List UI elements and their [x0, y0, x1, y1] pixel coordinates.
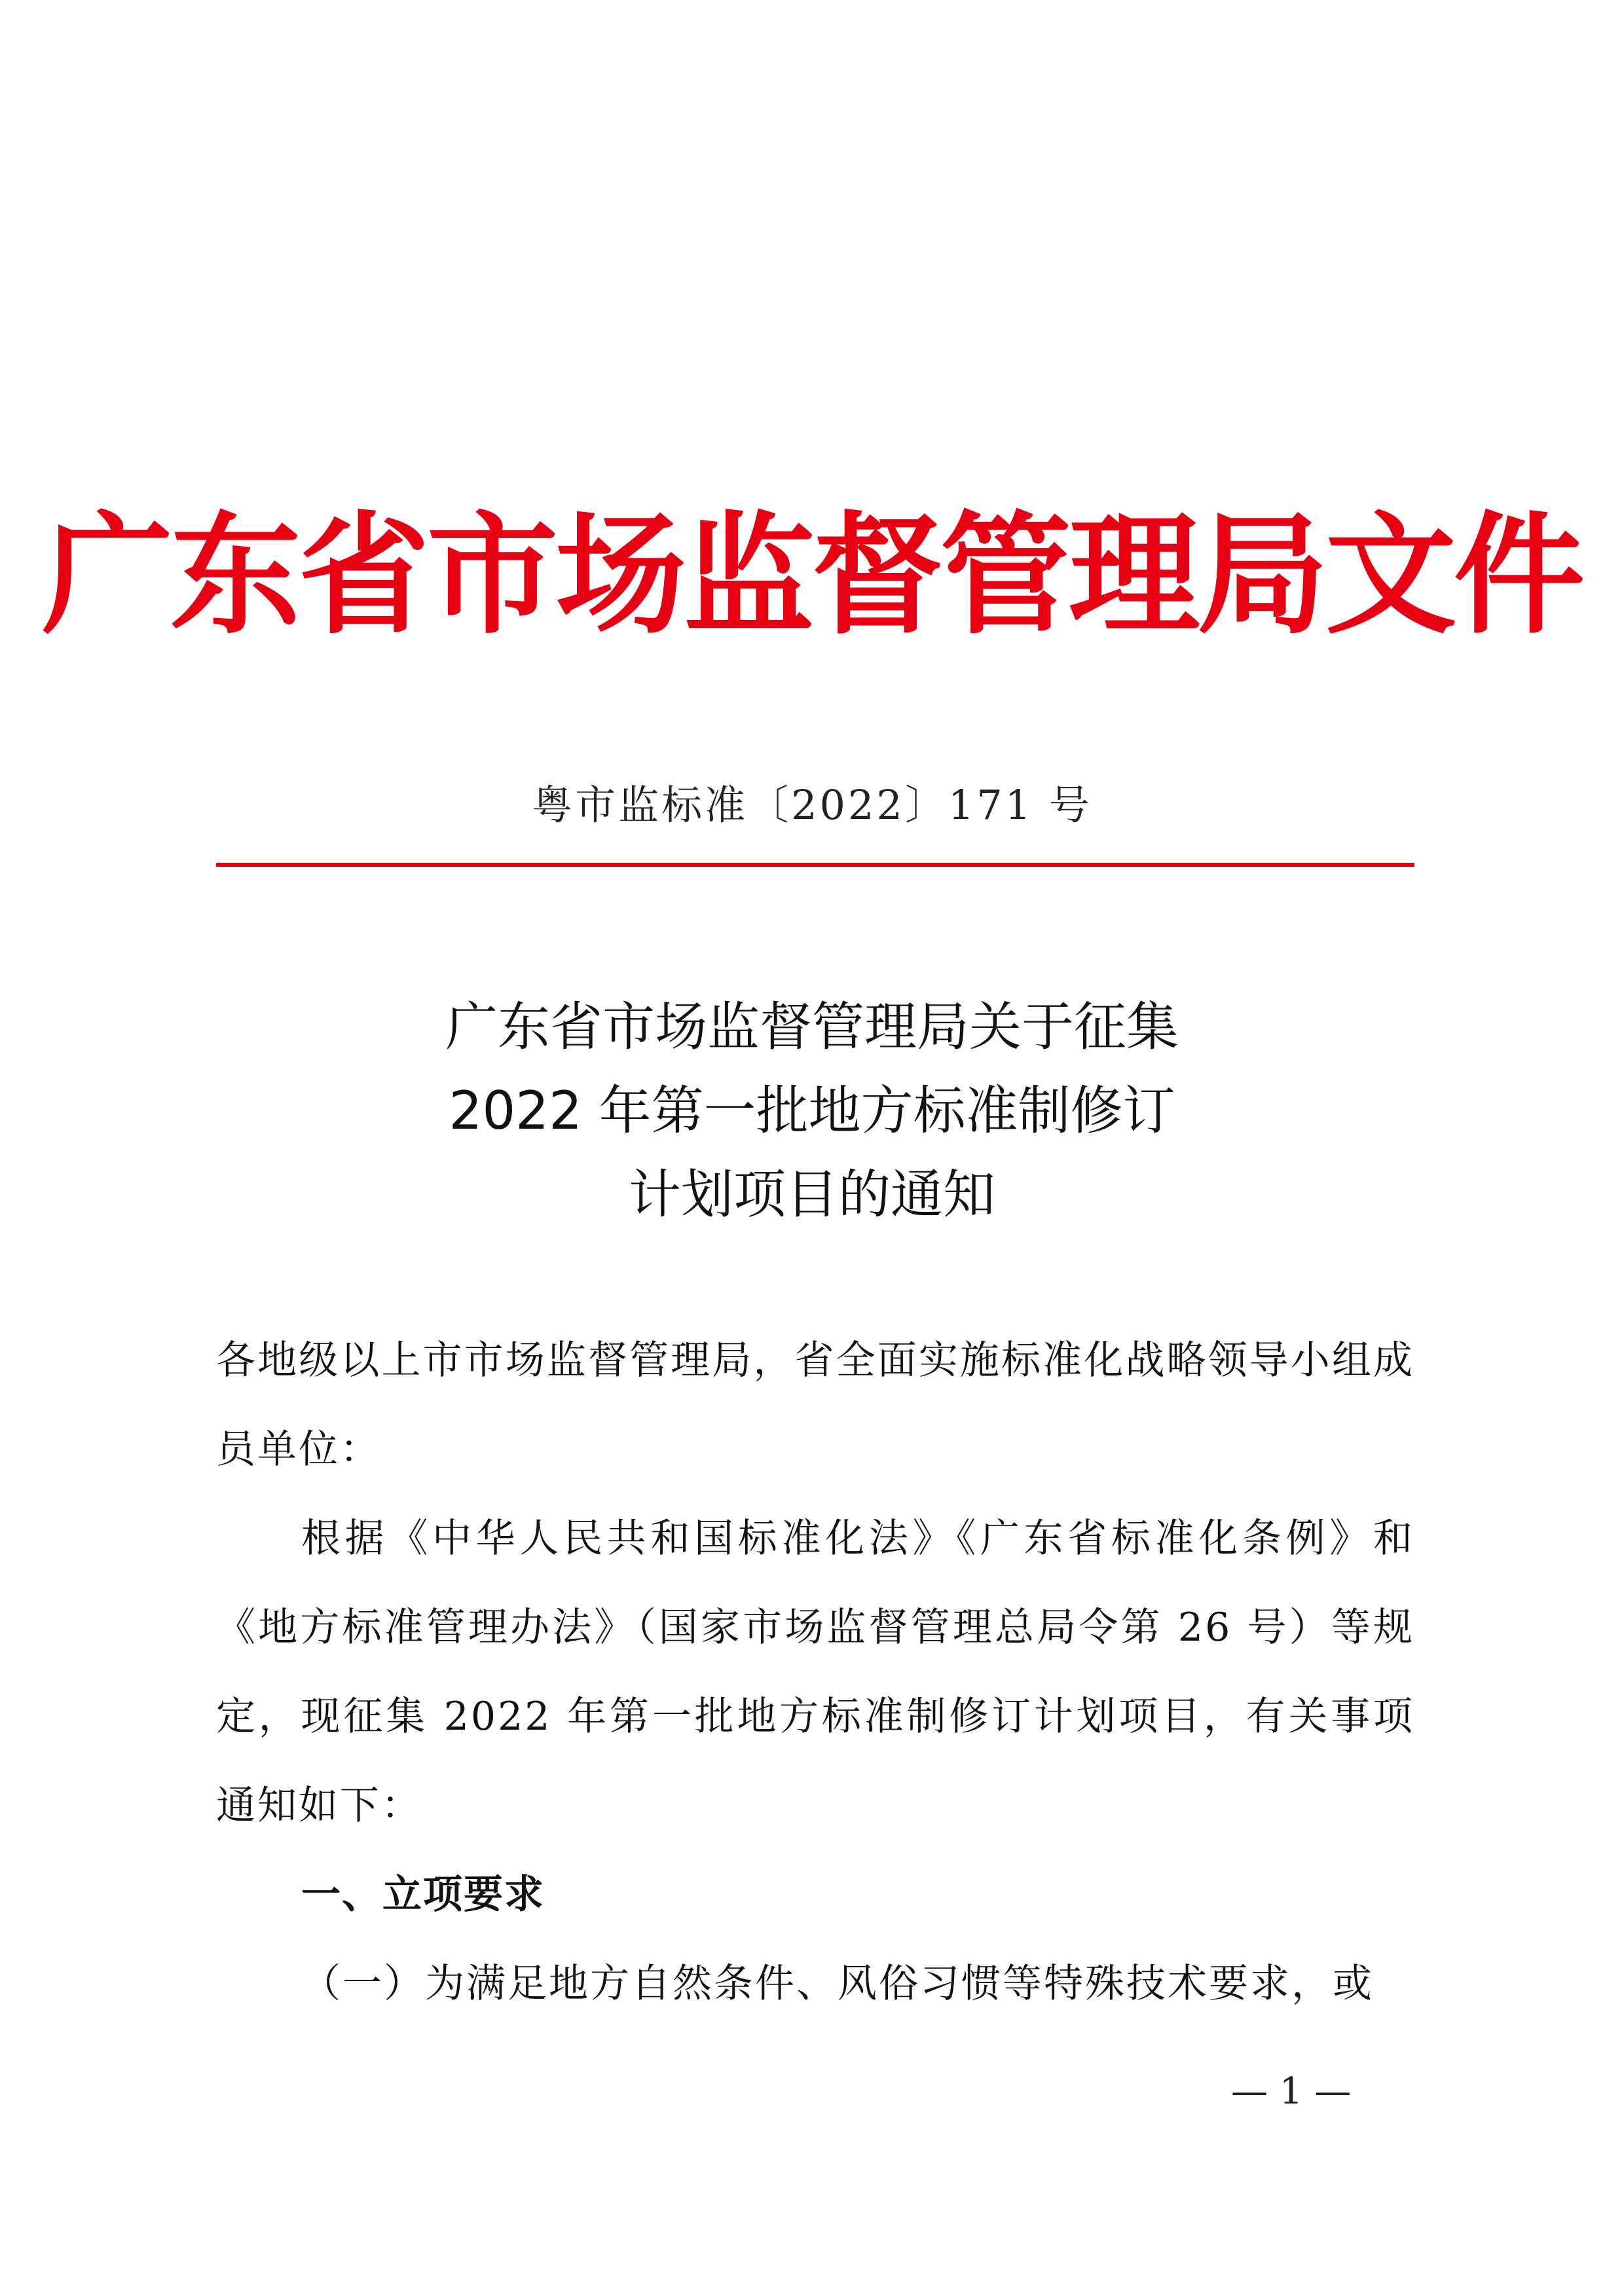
salutation: 各地级以上市市场监督管理局，省全面实施标准化战略领导小组成员单位：: [216, 1338, 1414, 1472]
title-line-2: 2022 年第一批地方标准制修订: [449, 1080, 1175, 1141]
page-number: — 1 —: [1231, 2070, 1352, 2113]
document-title: [0, 985, 1624, 1237]
paragraph-item-1: （一）为满足地方自然条件、风俗习惯等特殊技术要求，或: [301, 1961, 1374, 2007]
title-line-1: 广东省市场监督管理局关于征集: [445, 996, 1179, 1057]
masthead-title: 广东省市场监督管理局文件: [41, 500, 1582, 652]
section-heading: 一、立项要求: [301, 1872, 545, 1918]
title-line-3: 计划项目的通知: [629, 1164, 995, 1225]
document-number: 粤市监标准〔2022〕171 号: [532, 781, 1092, 829]
red-divider-line: [216, 863, 1414, 867]
paragraph-intro: 根据《中华人民共和国标准化法》《广东省标准化条例》和《地方标准管理办法》（国家市场监督管理总局令第 26 号）等规定，现征集 2022 年第一批地方标准制修订计划项目，有关事项通知如下：: [216, 1516, 1414, 1829]
